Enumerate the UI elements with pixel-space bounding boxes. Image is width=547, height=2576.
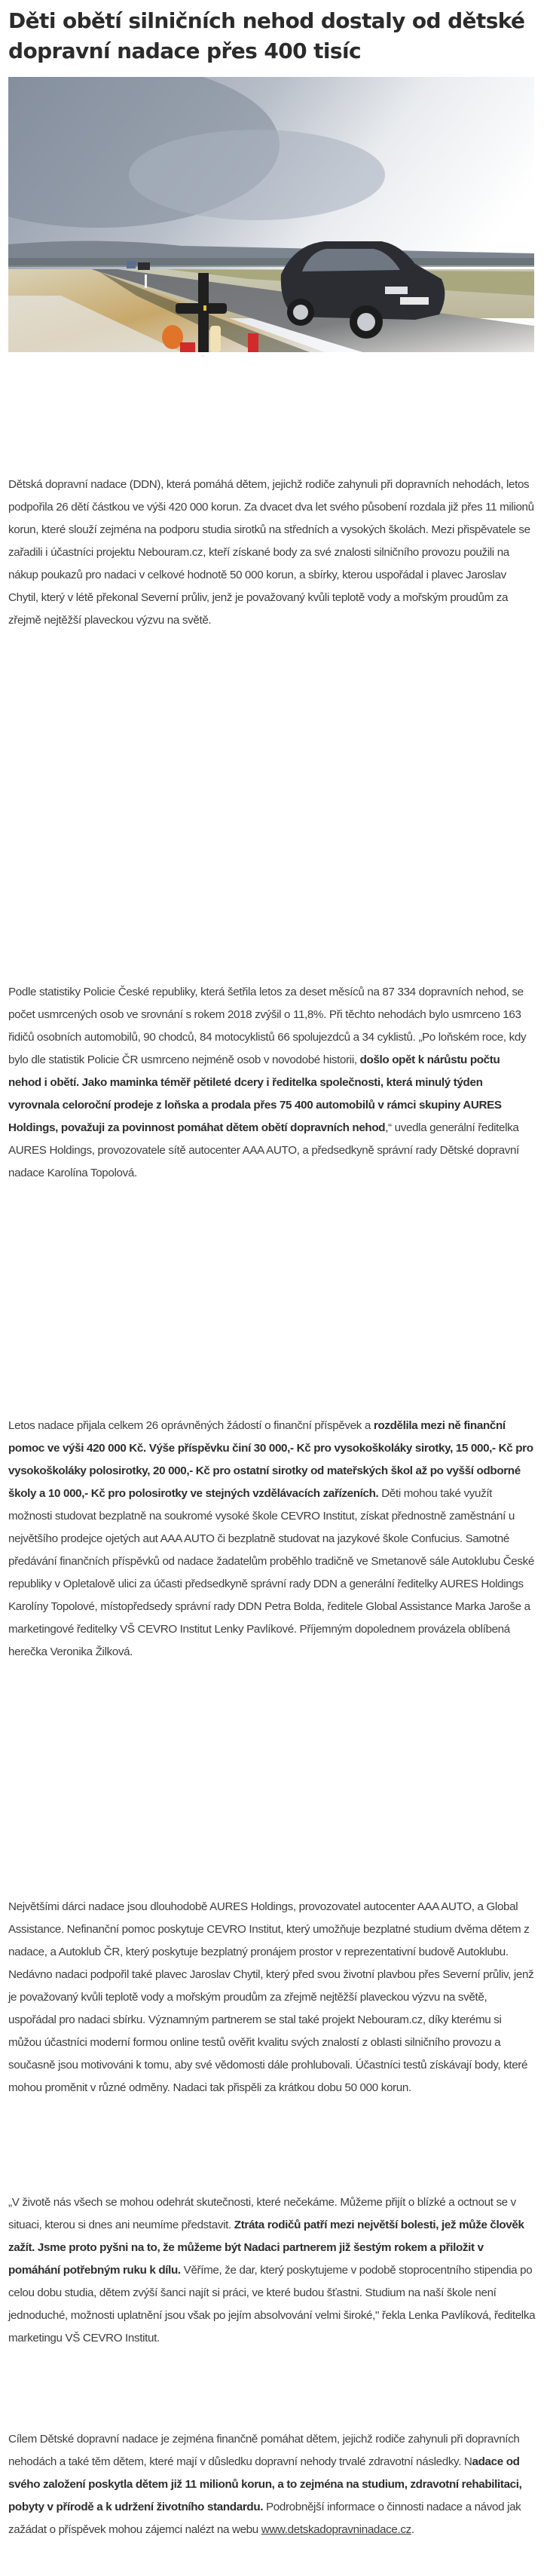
text-segment: ,“ uvedla generální ředitelka AURES Holdings, provozovatele sítě autocenter AAA AUTO, a předsedkyně správní rady Dětské dopravní nadace Karolína Topolová. [8, 1121, 519, 1179]
paragraph-cevro-quote [8, 2191, 536, 2350]
text-segment: Děti mohou také využít možnosti studovat bezplatně na soukromé vysoké škole CEVRO Institut, získat přednostně zaměstnání u největšího prodejce ojetých aut AAA AUTO či bezplatně studovat na jazykové škole Confucius. Samotné předávání finančních příspěvků od nadace žadatelům proběhlo tradičně ve Smetanově sále Autoklubu České republiky v Opletalově ulici za účasti předsedkyně správní rady DDN a generální ředitelky AURES Holdings Karolíny Topolové, místopředsedy správní rady DDN Petra Bolda, ředitele Global Assistance Marka Jaroše a marketingové ředitelky VŠ CEVRO Institut Lenky Pavlíkové. Příjemným dopolednem provázela oblíbená herečka Veronika Žilková. [8, 1487, 534, 1658]
text-segment: Cílem Dětské dopravní nadace je zejména finančně pomáhat dětem, jejichž rodiče zahynuli při dopravních nehodách a také těm dětem, které mají v důsledku dopravní nehody trvalé zdravotní následky. N [8, 2433, 520, 2468]
text-segment: Podle statistiky Policie České republiky, která šetřila letos za deset měsíců na 87 334 dopravních nehod, se počet usmrcených osob ve srovnání s rokem 2018 zvýšil o 11,8%. Při těchto nehodách bylo usmrceno 163 řidičů osobních automobilů, 90 chodců, 84 motocyklistů 66 spolujezdců a 34 cyklistů. „Po loňském roce, kdy bylo dle statistik Policie ČR usmrceno nejméně osob v novodobé historii, [8, 986, 527, 1066]
paragraph-contributions [8, 1415, 536, 1664]
paragraph-foundation-goal [8, 2428, 536, 2541]
bold-summary: adace od svého založení poskytla dětem již 11 milionů korun, a to zejména na studium, zdravotní rehabilitaci, pobyty v přírodě a k udržení životního standardu. [8, 2455, 522, 2513]
paragraph-police-statistics [8, 981, 536, 1185]
article-title: Děti obětí silničních nehod dostaly od dětské dopravní nadace přes 400 tisíc [8, 8, 525, 63]
foundation-website-link[interactable]: www.detskadopravninadace.cz [261, 2523, 411, 2536]
paragraph-intro [8, 474, 536, 632]
text-segment: Letos nadace přijala celkem 26 oprávněných žádostí o finanční příspěvek a [8, 1419, 374, 1432]
text-segment: Podrobnější informace o činnosti nadace a návod jak zažádat o příspěvek mohou zájemci nalézt na webu [8, 2501, 521, 2536]
text-segment: Největšími dárci nadace jsou dlouhodobě AURES Holdings, provozovatel autocenter AAA AUTO, a Global Assistance. Nefinanční pomoc poskytuje CEVRO Institut, který umožňuje bezplatné studium dvěma dětem z nadace, a Autoklub ČR, který poskytuje bezplatný pronájem prostor v reprezentativní budově Autoklubu. Nedávno nadaci podpořil také plavec Jaroslav Chytil, který před svou životní plavbou přes Severní průliv, jenž je považovaný kvůli teplotě vody a mořským proudům za zřejmě nejtěžší plaveckou výzvu na světě, uspořádal pro nadaci sbírku. Významným partnerem se stal také projekt Nebouram.cz, díky kterému si můžou účastníci moderní formou online testů ověřit kvalitu svých znalostí z oblasti silničního provozu a současně jsou motivováni k tomu, aby své vědomosti dále prohlubovali. Účastníci testů získávají body, které mohou proměnit v různé odměny. Nadaci tak přispěli za krátkou dobu 50 000 korun. [8, 1900, 534, 2094]
text-segment: „V životě nás všech se mohou odehrát skutečnosti, které nečekáme. Můžeme přijít o blízké a octnout se v situaci, kterou si dnes ani neumíme představit. [8, 2196, 516, 2231]
hero-image [8, 77, 534, 352]
text-segment: Dětská dopravní nadace (DDN), která pomáhá dětem, jejichž rodiče zahynuli při dopravních nehodách, letos podpořila 26 dětí částkou ve výši 420 000 korun. Za dvacet dva let svého působení rozdala již přes 11 milionů korun, které slouží zejména na podporu studia sirotků na středních a vysokých školách. Mezi přispěvatele se zařadili i účastníci projektu Nebouram.cz, kteří získané body za své znalosti silničního provozu použili na nákup poukazů pro nadaci v celkové hodnotě 50 000 korun, a sbírky, kterou uspořádal i plavec Jaroslav Chytil, který v létě překonal Severní průliv, jenž je považovaný kvůli teplotě vody a mořským proudům za zřejmě nejtěžší plaveckou výzvu na světě. [8, 478, 534, 627]
roadside-memorial-photo [8, 77, 534, 352]
image-caption: "" [202, 354, 204, 358]
text-segment: . [411, 2523, 414, 2536]
bold-amounts: rozdělila mezi ně finanční pomoc ve výši 420 000 Kč. Výše příspěvku činí 30 000,- Kč pro vysokoškoláky sirotky, 15 000,- Kč pro vysokoškoláky polosirotky, 20 000,- Kč pro ostatní sirotky od mateřských škol až po vyšší odborné školy a 10 000,- Kč pro polosirotky ve stejných vzdělávacích zařízeních. [8, 1419, 533, 1500]
paragraph-donors [8, 1896, 536, 2099]
bold-quote: došlo opět k nárůstu počtu nehod i obětí. Jako maminka téměř pětileté dcery i ředitelka společnosti, která minulý týden vyrovnala celoroční prodeje z loňska a prodala přes 75 400 automobilů v rámci skupiny AURES Holdings, považuji za povinnost pomáhat dětem obětí dopravních nehod [8, 1053, 502, 1134]
text-segment: Věříme, že dar, který poskytujeme v podobě stoprocentního stipendia po celou dobu studia, dětem zvýší šanci najít si práci, ve které budou šťastni. Studium na naší škole není jednoduché, možnosti uplatnění jsou však po jejím absolvování velmi široké," řekla Lenka Pavlíková, ředitelka marketingu VŠ CEVRO Institut. [8, 2264, 536, 2344]
bold-quote: Ztráta rodičů patří mezi největší bolesti, jež může člověk zažít. Jsme proto pyšni na to, že můžeme být Nadaci partnerem již šestým rokem a přiložit v pomáhání potřebným ruku k dílu. [8, 2219, 524, 2277]
